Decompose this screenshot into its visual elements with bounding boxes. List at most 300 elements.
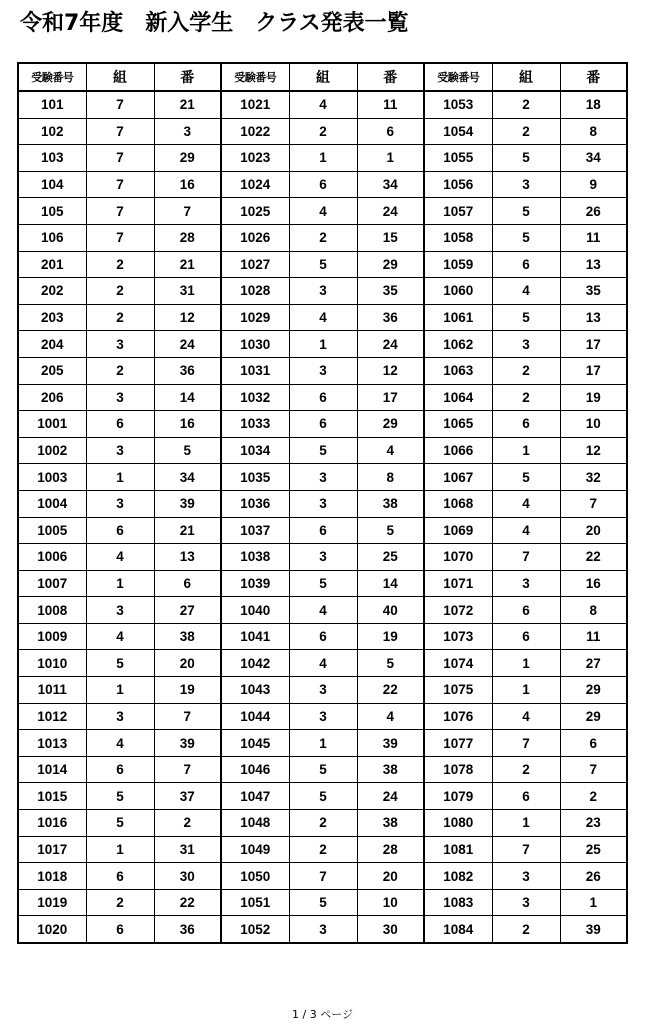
seat-number-cell: 29: [560, 677, 627, 704]
exam-number-cell: 1070: [424, 544, 492, 571]
exam-number-cell: 205: [18, 357, 86, 384]
exam-number-cell: 1010: [18, 650, 86, 677]
seat-number-cell: 7: [154, 703, 221, 730]
exam-number-cell: 1022: [221, 118, 289, 145]
exam-number-cell: 1069: [424, 517, 492, 544]
exam-number-cell: 203: [18, 304, 86, 331]
class-cell: 1: [86, 464, 154, 491]
class-cell: 5: [289, 251, 357, 278]
class-cell: 1: [492, 677, 560, 704]
class-cell: 4: [289, 304, 357, 331]
seat-number-cell: 7: [154, 198, 221, 225]
exam-number-cell: 1039: [221, 570, 289, 597]
page-indicator: 1 / 3 ページ: [292, 1008, 353, 1021]
class-cell: 7: [492, 730, 560, 757]
exam-number-cell: 1026: [221, 224, 289, 251]
class-cell: 5: [86, 810, 154, 837]
seat-number-cell: 35: [357, 278, 424, 305]
header-class: 組: [492, 63, 560, 91]
seat-number-cell: 8: [560, 597, 627, 624]
class-cell: 6: [289, 623, 357, 650]
seat-number-cell: 34: [154, 464, 221, 491]
header-exam-number: 受験番号: [18, 63, 86, 91]
seat-number-cell: 40: [357, 597, 424, 624]
class-cell: 6: [492, 411, 560, 438]
table-row: [18, 224, 627, 251]
seat-number-cell: 21: [154, 251, 221, 278]
table-row: [18, 91, 627, 118]
exam-number-cell: 1073: [424, 623, 492, 650]
seat-number-cell: 6: [154, 570, 221, 597]
exam-number-cell: 1080: [424, 810, 492, 837]
header-class: 組: [86, 63, 154, 91]
class-cell: 7: [86, 198, 154, 225]
exam-number-cell: 1051: [221, 889, 289, 916]
exam-number-cell: 1013: [18, 730, 86, 757]
class-cell: 1: [289, 730, 357, 757]
class-cell: 2: [289, 118, 357, 145]
class-cell: 5: [492, 224, 560, 251]
exam-number-cell: 1030: [221, 331, 289, 358]
exam-number-cell: 1055: [424, 145, 492, 172]
table-row: [18, 756, 627, 783]
header-seat-number: 番: [560, 63, 627, 91]
header-seat-number: 番: [154, 63, 221, 91]
seat-number-cell: 17: [560, 331, 627, 358]
class-cell: 5: [492, 464, 560, 491]
exam-number-cell: 1060: [424, 278, 492, 305]
class-cell: 5: [492, 304, 560, 331]
class-cell: 2: [492, 756, 560, 783]
class-cell: 1: [86, 570, 154, 597]
exam-number-cell: 101: [18, 91, 86, 118]
exam-number-cell: 1062: [424, 331, 492, 358]
exam-number-cell: 1041: [221, 623, 289, 650]
table-row: [18, 490, 627, 517]
class-cell: 3: [86, 384, 154, 411]
table-row: [18, 517, 627, 544]
exam-number-cell: 1044: [221, 703, 289, 730]
seat-number-cell: 10: [560, 411, 627, 438]
exam-number-cell: 1021: [221, 91, 289, 118]
table-row: [18, 198, 627, 225]
seat-number-cell: 12: [357, 357, 424, 384]
class-cell: 2: [492, 357, 560, 384]
exam-number-cell: 1019: [18, 889, 86, 916]
seat-number-cell: 16: [560, 570, 627, 597]
table-row: [18, 171, 627, 198]
seat-number-cell: 10: [357, 889, 424, 916]
seat-number-cell: 38: [357, 490, 424, 517]
class-cell: 4: [492, 703, 560, 730]
exam-number-cell: 1008: [18, 597, 86, 624]
table-row: [18, 251, 627, 278]
class-cell: 3: [86, 703, 154, 730]
class-cell: 6: [86, 411, 154, 438]
seat-number-cell: 30: [357, 916, 424, 943]
seat-number-cell: 16: [154, 411, 221, 438]
seat-number-cell: 36: [154, 916, 221, 943]
seat-number-cell: 7: [154, 756, 221, 783]
class-cell: 7: [86, 224, 154, 251]
exam-number-cell: 1049: [221, 836, 289, 863]
exam-number-cell: 1052: [221, 916, 289, 943]
class-cell: 5: [492, 145, 560, 172]
table-row: [18, 783, 627, 810]
exam-number-cell: 1037: [221, 517, 289, 544]
class-cell: 4: [289, 91, 357, 118]
seat-number-cell: 29: [560, 703, 627, 730]
seat-number-cell: 35: [560, 278, 627, 305]
exam-number-cell: 1032: [221, 384, 289, 411]
seat-number-cell: 36: [154, 357, 221, 384]
class-cell: 3: [289, 544, 357, 571]
exam-number-cell: 1015: [18, 783, 86, 810]
seat-number-cell: 5: [357, 517, 424, 544]
class-cell: 4: [492, 278, 560, 305]
class-cell: 5: [289, 889, 357, 916]
exam-number-cell: 201: [18, 251, 86, 278]
table-row: [18, 384, 627, 411]
exam-number-cell: 1059: [424, 251, 492, 278]
class-cell: 3: [492, 889, 560, 916]
seat-number-cell: 1: [560, 889, 627, 916]
seat-number-cell: 39: [560, 916, 627, 943]
class-cell: 5: [289, 783, 357, 810]
seat-number-cell: 22: [154, 889, 221, 916]
seat-number-cell: 19: [560, 384, 627, 411]
seat-number-cell: 36: [357, 304, 424, 331]
exam-number-cell: 1035: [221, 464, 289, 491]
table-row: [18, 570, 627, 597]
seat-number-cell: 28: [154, 224, 221, 251]
seat-number-cell: 9: [560, 171, 627, 198]
exam-number-cell: 1082: [424, 863, 492, 890]
exam-number-cell: 1017: [18, 836, 86, 863]
exam-number-cell: 1006: [18, 544, 86, 571]
seat-number-cell: 12: [154, 304, 221, 331]
exam-number-cell: 1061: [424, 304, 492, 331]
seat-number-cell: 27: [154, 597, 221, 624]
table-row: [18, 331, 627, 358]
class-cell: 1: [492, 810, 560, 837]
seat-number-cell: 5: [357, 650, 424, 677]
exam-number-cell: 1023: [221, 145, 289, 172]
class-cell: 3: [289, 278, 357, 305]
class-cell: 7: [86, 118, 154, 145]
seat-number-cell: 13: [154, 544, 221, 571]
class-cell: 2: [86, 304, 154, 331]
class-cell: 4: [289, 650, 357, 677]
class-cell: 3: [289, 703, 357, 730]
table-row: [18, 730, 627, 757]
class-cell: 3: [289, 464, 357, 491]
exam-number-cell: 106: [18, 224, 86, 251]
exam-number-cell: 1011: [18, 677, 86, 704]
exam-number-cell: 1056: [424, 171, 492, 198]
class-cell: 6: [492, 623, 560, 650]
seat-number-cell: 39: [154, 730, 221, 757]
class-cell: 4: [86, 730, 154, 757]
seat-number-cell: 31: [154, 836, 221, 863]
class-cell: 3: [492, 171, 560, 198]
exam-number-cell: 1024: [221, 171, 289, 198]
exam-number-cell: 103: [18, 145, 86, 172]
seat-number-cell: 19: [154, 677, 221, 704]
table-row: [18, 304, 627, 331]
exam-number-cell: 102: [18, 118, 86, 145]
class-cell: 3: [86, 597, 154, 624]
table-row: [18, 597, 627, 624]
exam-number-cell: 1020: [18, 916, 86, 943]
exam-number-cell: 1012: [18, 703, 86, 730]
exam-number-cell: 1002: [18, 437, 86, 464]
table-row: [18, 411, 627, 438]
exam-number-cell: 1003: [18, 464, 86, 491]
class-cell: 5: [289, 570, 357, 597]
table-row: [18, 357, 627, 384]
exam-number-cell: 1058: [424, 224, 492, 251]
seat-number-cell: 12: [560, 437, 627, 464]
seat-number-cell: 19: [357, 623, 424, 650]
exam-number-cell: 1007: [18, 570, 86, 597]
class-cell: 5: [289, 756, 357, 783]
seat-number-cell: 22: [357, 677, 424, 704]
exam-number-cell: 1079: [424, 783, 492, 810]
exam-number-cell: 206: [18, 384, 86, 411]
class-cell: 7: [86, 91, 154, 118]
class-cell: 3: [289, 490, 357, 517]
seat-number-cell: 17: [357, 384, 424, 411]
class-cell: 7: [492, 836, 560, 863]
exam-number-cell: 1072: [424, 597, 492, 624]
class-cell: 3: [289, 916, 357, 943]
class-cell: 6: [289, 384, 357, 411]
table-row: [18, 863, 627, 890]
exam-number-cell: 204: [18, 331, 86, 358]
class-cell: 3: [86, 437, 154, 464]
header-class: 組: [289, 63, 357, 91]
class-cell: 2: [86, 889, 154, 916]
header-exam-number: 受験番号: [221, 63, 289, 91]
class-cell: 6: [86, 916, 154, 943]
class-cell: 3: [86, 331, 154, 358]
seat-number-cell: 39: [154, 490, 221, 517]
class-cell: 6: [289, 517, 357, 544]
class-cell: 6: [289, 171, 357, 198]
class-cell: 7: [86, 171, 154, 198]
seat-number-cell: 11: [357, 91, 424, 118]
exam-number-cell: 1045: [221, 730, 289, 757]
class-cell: 3: [492, 331, 560, 358]
seat-number-cell: 24: [357, 331, 424, 358]
class-cell: 7: [86, 145, 154, 172]
class-cell: 2: [289, 224, 357, 251]
seat-number-cell: 30: [154, 863, 221, 890]
class-cell: 4: [289, 597, 357, 624]
class-cell: 4: [492, 490, 560, 517]
exam-number-cell: 1063: [424, 357, 492, 384]
class-cell: 2: [492, 118, 560, 145]
table-row: [18, 278, 627, 305]
class-cell: 6: [86, 863, 154, 890]
exam-number-cell: 1050: [221, 863, 289, 890]
seat-number-cell: 38: [357, 756, 424, 783]
table-row: [18, 836, 627, 863]
class-cell: 1: [86, 836, 154, 863]
class-cell: 2: [289, 836, 357, 863]
seat-number-cell: 20: [154, 650, 221, 677]
exam-number-cell: 1066: [424, 437, 492, 464]
table-row: [18, 703, 627, 730]
seat-number-cell: 14: [154, 384, 221, 411]
class-cell: 6: [492, 597, 560, 624]
seat-number-cell: 13: [560, 251, 627, 278]
exam-number-cell: 1036: [221, 490, 289, 517]
exam-number-cell: 1075: [424, 677, 492, 704]
exam-number-cell: 1046: [221, 756, 289, 783]
class-cell: 2: [86, 357, 154, 384]
exam-number-cell: 104: [18, 171, 86, 198]
class-cell: 2: [492, 384, 560, 411]
exam-number-cell: 1047: [221, 783, 289, 810]
exam-number-cell: 1034: [221, 437, 289, 464]
seat-number-cell: 25: [357, 544, 424, 571]
seat-number-cell: 2: [154, 810, 221, 837]
header-exam-number: 受験番号: [424, 63, 492, 91]
table-row: [18, 437, 627, 464]
class-cell: 2: [289, 810, 357, 837]
class-assignment-table: [17, 62, 628, 944]
class-cell: 1: [492, 650, 560, 677]
exam-number-cell: 1027: [221, 251, 289, 278]
seat-number-cell: 25: [560, 836, 627, 863]
table-row: [18, 916, 627, 943]
seat-number-cell: 20: [357, 863, 424, 890]
table-row: [18, 145, 627, 172]
seat-number-cell: 2: [560, 783, 627, 810]
seat-number-cell: 16: [154, 171, 221, 198]
seat-number-cell: 18: [560, 91, 627, 118]
exam-number-cell: 1081: [424, 836, 492, 863]
class-cell: 2: [492, 91, 560, 118]
seat-number-cell: 6: [560, 730, 627, 757]
seat-number-cell: 26: [560, 198, 627, 225]
seat-number-cell: 11: [560, 623, 627, 650]
exam-number-cell: 1043: [221, 677, 289, 704]
seat-number-cell: 5: [154, 437, 221, 464]
class-cell: 5: [492, 198, 560, 225]
class-cell: 6: [492, 783, 560, 810]
seat-number-cell: 26: [560, 863, 627, 890]
exam-number-cell: 1014: [18, 756, 86, 783]
table-row: [18, 464, 627, 491]
class-cell: 1: [86, 677, 154, 704]
seat-number-cell: 14: [357, 570, 424, 597]
seat-number-cell: 39: [357, 730, 424, 757]
table-body: [18, 91, 627, 943]
exam-number-cell: 1076: [424, 703, 492, 730]
exam-number-cell: 1029: [221, 304, 289, 331]
exam-number-cell: 1025: [221, 198, 289, 225]
seat-number-cell: 29: [357, 411, 424, 438]
seat-number-cell: 13: [560, 304, 627, 331]
table-row: [18, 889, 627, 916]
exam-number-cell: 1068: [424, 490, 492, 517]
seat-number-cell: 28: [357, 836, 424, 863]
header-row: [18, 63, 627, 91]
exam-number-cell: 1018: [18, 863, 86, 890]
class-cell: 6: [86, 517, 154, 544]
exam-number-cell: 1028: [221, 278, 289, 305]
exam-number-cell: 1084: [424, 916, 492, 943]
class-cell: 1: [289, 331, 357, 358]
class-cell: 4: [86, 623, 154, 650]
class-cell: 1: [492, 437, 560, 464]
table-row: [18, 118, 627, 145]
seat-number-cell: 27: [560, 650, 627, 677]
class-cell: 2: [86, 278, 154, 305]
class-cell: 5: [86, 783, 154, 810]
seat-number-cell: 8: [560, 118, 627, 145]
seat-number-cell: 1: [357, 145, 424, 172]
exam-number-cell: 1054: [424, 118, 492, 145]
table-row: [18, 623, 627, 650]
exam-number-cell: 1001: [18, 411, 86, 438]
exam-number-cell: 1074: [424, 650, 492, 677]
seat-number-cell: 3: [154, 118, 221, 145]
exam-number-cell: 1077: [424, 730, 492, 757]
exam-number-cell: 1048: [221, 810, 289, 837]
exam-number-cell: 1033: [221, 411, 289, 438]
seat-number-cell: 21: [154, 517, 221, 544]
seat-number-cell: 34: [560, 145, 627, 172]
header-seat-number: 番: [357, 63, 424, 91]
exam-number-cell: 1040: [221, 597, 289, 624]
table-row: [18, 810, 627, 837]
seat-number-cell: 17: [560, 357, 627, 384]
exam-number-cell: 1009: [18, 623, 86, 650]
class-cell: 3: [492, 570, 560, 597]
class-cell: 1: [289, 145, 357, 172]
table-row: [18, 544, 627, 571]
seat-number-cell: 34: [357, 171, 424, 198]
seat-number-cell: 15: [357, 224, 424, 251]
exam-number-cell: 1038: [221, 544, 289, 571]
exam-number-cell: 1064: [424, 384, 492, 411]
class-cell: 4: [492, 517, 560, 544]
class-cell: 6: [86, 756, 154, 783]
exam-number-cell: 1067: [424, 464, 492, 491]
seat-number-cell: 4: [357, 703, 424, 730]
class-cell: 5: [86, 650, 154, 677]
seat-number-cell: 38: [154, 623, 221, 650]
exam-number-cell: 1005: [18, 517, 86, 544]
class-cell: 3: [86, 490, 154, 517]
seat-number-cell: 24: [357, 783, 424, 810]
class-cell: 4: [86, 544, 154, 571]
seat-number-cell: 4: [357, 437, 424, 464]
exam-number-cell: 1078: [424, 756, 492, 783]
exam-number-cell: 1042: [221, 650, 289, 677]
exam-number-cell: 1053: [424, 91, 492, 118]
exam-number-cell: 1057: [424, 198, 492, 225]
seat-number-cell: 8: [357, 464, 424, 491]
class-cell: 4: [289, 198, 357, 225]
table-row: [18, 650, 627, 677]
exam-number-cell: 202: [18, 278, 86, 305]
seat-number-cell: 22: [560, 544, 627, 571]
